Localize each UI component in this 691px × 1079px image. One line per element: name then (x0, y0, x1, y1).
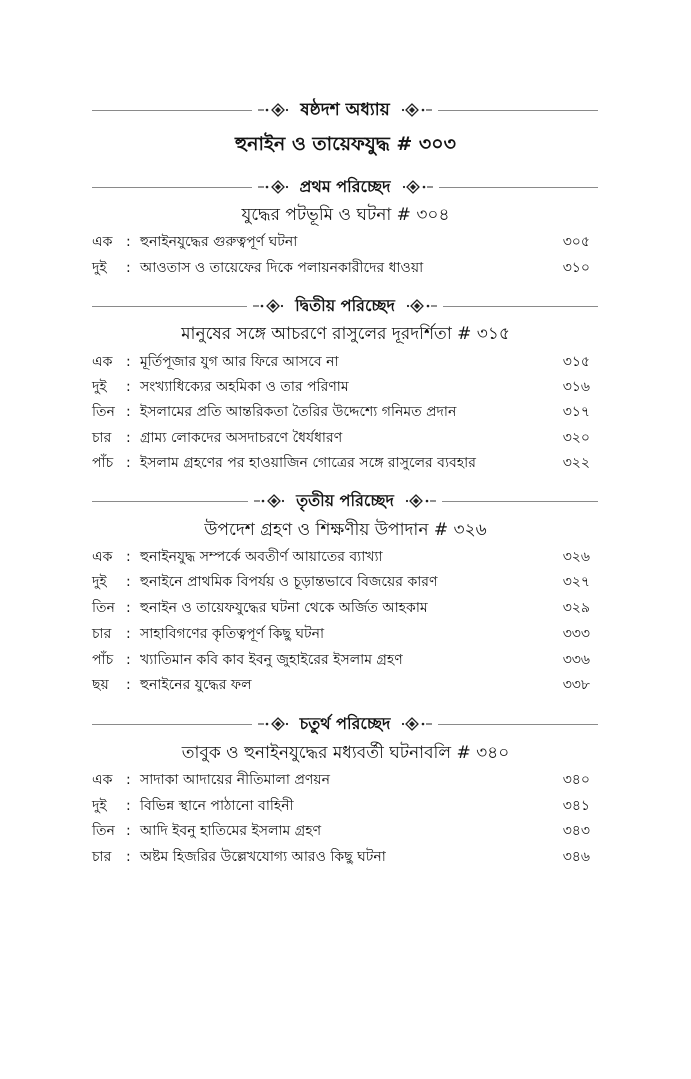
section-subtitle: মানুষের সঙ্গে আচরণে রাসুলের দূরদর্শিতা # ৩১৫ (181, 324, 510, 344)
entry-page: ৩৪৬ (562, 849, 590, 865)
entry-page: ৩৩৮ (562, 677, 590, 693)
entry-colon: : (126, 798, 131, 814)
entry-title: হুনাইন ও তায়েফযুদ্ধের ঘটনা থেকে অর্জিত আহকাম (140, 600, 428, 616)
entry-page: ৩২৭ (562, 574, 590, 590)
entry-title: ইসলাম গ্রহণের পর হাওয়াজিন গোত্রের সঙ্গে রাসুলের ব্যবহার (140, 455, 476, 471)
section-subtitle: তাবুক ও হুনাইনযুদ্ধের মধ্যবর্তী ঘটনাবলি # ৩৪০ (181, 743, 510, 763)
toc-entry[interactable] (92, 648, 590, 672)
toc-entry[interactable] (92, 230, 590, 254)
entry-number: এক (92, 234, 113, 250)
entry-page: ৩৩৬ (562, 652, 590, 668)
toc-entry[interactable] (92, 400, 590, 424)
toc-entry[interactable] (92, 845, 590, 869)
entry-colon: : (126, 260, 131, 276)
entry-title: মূর্তিপূজার যুগ আর ফিরে আসবে না (140, 354, 339, 370)
diamond-ornament-icon (252, 493, 286, 509)
entry-colon: : (126, 652, 131, 668)
entry-page: ৩৪৩ (562, 823, 590, 839)
entry-page: ৩৩৩ (562, 626, 590, 642)
rule-line (92, 501, 248, 502)
diamond-ornament-icon (251, 298, 285, 314)
chapter-title: হুনাইন ও তায়েফযুদ্ধ # ৩০৩ (235, 133, 456, 155)
entry-colon: : (126, 574, 131, 590)
rule-line (92, 306, 247, 307)
entry-page: ৩১০ (562, 260, 590, 276)
entry-colon: : (126, 549, 131, 565)
toc-entry[interactable] (92, 570, 590, 594)
entry-colon: : (126, 772, 131, 788)
rule-line (443, 306, 598, 307)
entry-page: ৩২৬ (562, 549, 590, 565)
entry-colon: : (126, 379, 131, 395)
entry-number: পাঁচ (92, 652, 114, 668)
entry-title: খ্যাতিমান কবি কাব ইবনু জুহাইরের ইসলাম গ্রহণ (140, 652, 403, 668)
entry-title: অষ্টম হিজরির উল্লেখযোগ্য আরও কিছু ঘটনা (140, 849, 386, 865)
section-heading: দ্বিতীয় পরিচ্ছেদ (295, 296, 395, 315)
entry-number: চার (92, 626, 112, 642)
entry-number: তিন (92, 404, 115, 420)
section-heading-row (92, 294, 598, 318)
entry-colon: : (126, 234, 131, 250)
section-heading: চতুর্থ পরিচ্ছেদ (299, 714, 391, 733)
diamond-ornament-icon (404, 493, 438, 509)
entry-page: ৩১৫ (562, 354, 590, 370)
entry-number: দুই (92, 379, 107, 395)
entry-title: আওতাস ও তায়েফের দিকে পলায়নকারীদের ধাওয়া (140, 260, 424, 276)
entry-number: চার (92, 849, 112, 865)
entry-page: ৩১৭ (562, 404, 590, 420)
entry-number: এক (92, 772, 113, 788)
section-subtitle: যুদ্ধের পটভূমি ও ঘটনা # ৩০৪ (241, 205, 450, 225)
entry-number: দুই (92, 798, 107, 814)
toc-entry[interactable] (92, 451, 590, 475)
diamond-ornament-icon (256, 179, 290, 195)
toc-entry[interactable] (92, 596, 590, 620)
entry-number: পাঁচ (92, 455, 114, 471)
rule-line (92, 187, 252, 188)
section-heading: প্রথম পরিচ্ছেদ (299, 177, 391, 196)
entry-title: সংখ্যাধিক্যের অহমিকা ও তার পরিণাম (140, 379, 349, 395)
entry-colon: : (126, 354, 131, 370)
entry-title: আদি ইবনু হাতিমের ইসলাম গ্রহণ (140, 823, 322, 839)
toc-entry[interactable] (92, 768, 590, 792)
entry-page: ৩৪০ (562, 772, 590, 788)
rule-line (439, 187, 599, 188)
entry-title: সাদাকা আদায়ের নীতিমালা প্রণয়ন (140, 772, 330, 788)
section-heading-row (92, 175, 598, 199)
entry-title: হুনাইনের যুদ্ধের ফল (140, 677, 252, 693)
entry-title: সাহাবিগণের কৃতিত্বপূর্ণ কিছু ঘটনা (140, 626, 325, 642)
entry-colon: : (126, 626, 131, 642)
entry-page: ৩০৫ (562, 234, 590, 250)
rule-line (442, 501, 598, 502)
section-heading-row (92, 712, 598, 736)
entry-number: তিন (92, 823, 115, 839)
entry-number: এক (92, 549, 113, 565)
entry-colon: : (126, 430, 131, 446)
diamond-ornament-icon (405, 298, 439, 314)
entry-title: বিভিন্ন স্থানে পাঠানো বাহিনী (140, 798, 294, 814)
diamond-ornament-icon (400, 102, 434, 118)
entry-number: দুই (92, 260, 107, 276)
toc-entry[interactable] (92, 256, 590, 280)
toc-entry[interactable] (92, 622, 590, 646)
toc-entry[interactable] (92, 819, 590, 843)
diamond-ornament-icon (256, 716, 290, 732)
entry-number: চার (92, 430, 112, 446)
toc-entry[interactable] (92, 426, 590, 450)
entry-title: হুনাইনযুদ্ধ সম্পর্কে অবতীর্ণ আয়াতের ব্যাখ্যা (140, 549, 383, 565)
entry-title: হুনাইনে প্রাথমিক বিপর্যয় ও চূড়ান্তভাবে বিজয়ের কারণ (140, 574, 438, 590)
toc-entry[interactable] (92, 794, 590, 818)
rule-line (438, 724, 598, 725)
entry-colon: : (126, 455, 131, 471)
entry-page: ৩২৯ (562, 600, 590, 616)
rule-line (438, 110, 598, 111)
entry-title: হুনাইনযুদ্ধের গুরুত্বপূর্ণ ঘটনা (140, 234, 298, 250)
entry-colon: : (126, 849, 131, 865)
chapter-heading-row (92, 98, 598, 122)
entry-page: ৩২০ (562, 430, 590, 446)
toc-entry[interactable] (92, 545, 590, 569)
toc-entry[interactable] (92, 350, 590, 374)
chapter-heading: ষষ্ঠদশ অধ্যায় (300, 100, 390, 120)
entry-number: তিন (92, 600, 115, 616)
entry-page: ৩৪১ (562, 798, 590, 814)
entry-number: এক (92, 354, 113, 370)
section-heading-row (92, 489, 598, 513)
diamond-ornament-icon (401, 179, 435, 195)
entry-page: ৩১৬ (562, 379, 590, 395)
entry-colon: : (126, 404, 131, 420)
toc-entry[interactable] (92, 375, 590, 399)
entry-number: ছয় (92, 677, 109, 693)
rule-line (92, 110, 252, 111)
entry-page: ৩২২ (562, 455, 590, 471)
entry-colon: : (126, 823, 131, 839)
diamond-ornament-icon (256, 102, 290, 118)
rule-line (92, 724, 252, 725)
entry-title: গ্রাম্য লোকদের অসদাচরণে ধৈর্যধারণ (140, 430, 343, 446)
entry-colon: : (126, 600, 131, 616)
section-subtitle: উপদেশ গ্রহণ ও শিক্ষণীয় উপাদান # ৩২৬ (204, 520, 487, 540)
toc-entry[interactable] (92, 673, 590, 697)
entry-colon: : (126, 677, 131, 693)
section-heading: তৃতীয় পরিচ্ছেদ (296, 491, 394, 510)
entry-title: ইসলামের প্রতি আন্তরিকতা তৈরির উদ্দেশ্যে গনিমত প্রদান (140, 404, 457, 420)
diamond-ornament-icon (400, 716, 434, 732)
entry-number: দুই (92, 574, 107, 590)
